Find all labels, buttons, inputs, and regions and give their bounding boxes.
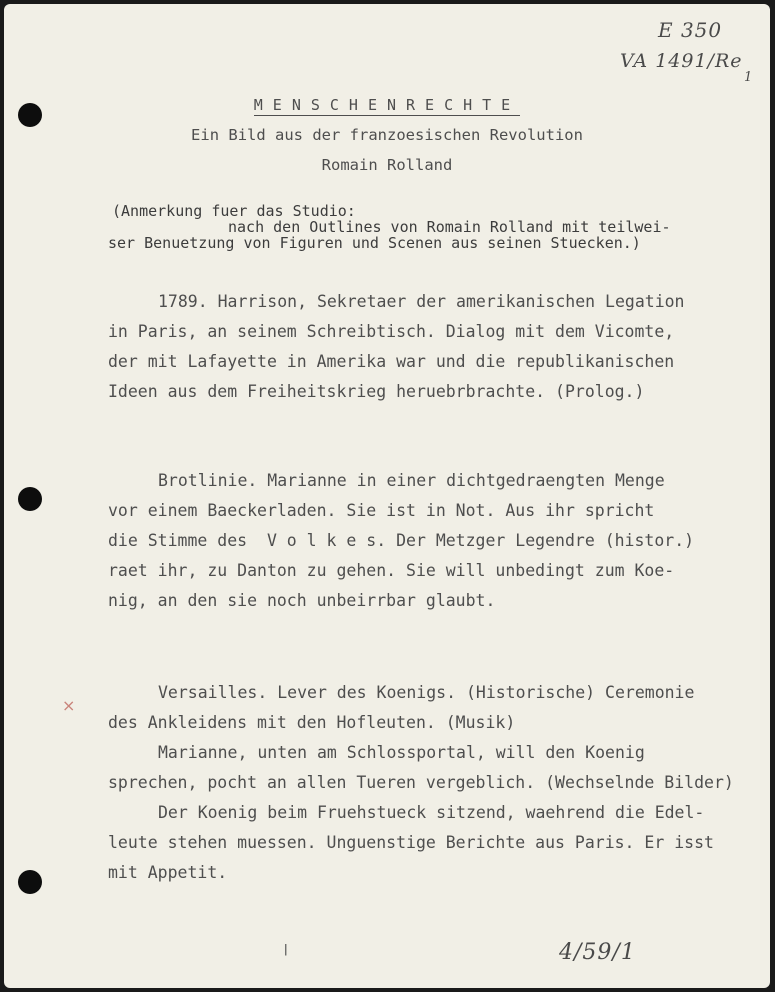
paragraph-line: der mit Lafayette in Amerika war und die republikanischen [108, 352, 675, 371]
typewritten-page [4, 4, 770, 988]
author: Romain Rolland [321, 156, 453, 174]
paragraph-line: Versailles. Lever des Koenigs. (Historische) Ceremonie [158, 683, 695, 702]
paragraph-line: Marianne, unten am Schlossportal, will den Koenig [158, 743, 645, 762]
paragraph-line: Brotlinie. Marianne in einer dichtgedraengten Menge [158, 471, 665, 490]
paragraph-line: des Ankleidens mit den Hofleuten. (Musik) [108, 713, 516, 732]
red-cross-mark: × [62, 696, 76, 715]
paragraph-line: raet ihr, zu Danton zu gehen. Sie will unbedingt zum Koe- [108, 561, 675, 580]
paragraph-line: in Paris, an seinem Schreibtisch. Dialog mit dem Vicomte, [108, 322, 675, 341]
archive-mark-e350: E 350 [658, 18, 723, 42]
archive-mark-sub: 1 [744, 70, 754, 85]
pencil-tick-mark: ǀ [284, 942, 288, 956]
punch-hole-bottom [18, 870, 42, 894]
page-title: MENSCHENRECHTE [253, 96, 521, 114]
punch-hole-middle [18, 487, 42, 511]
paragraph-line: sprechen, pocht an allen Tueren vergeblich. (Wechselnde Bilder) [108, 773, 734, 792]
paragraph-line: Ideen aus dem Freiheitskrieg heruebrbrachte. (Prolog.) [108, 382, 645, 401]
note-line-3: ser Benuetzung von Figuren und Scenen aus seinen Stuecken.) [108, 234, 641, 252]
paragraph-line: leute stehen muessen. Unguenstige Berichte aus Paris. Er isst [108, 833, 714, 852]
paragraph-line: die Stimme des V o l k e s. Der Metzger Legendre (histor.) [108, 531, 695, 550]
paragraph-line: Der Koenig beim Fruehstueck sitzend, waehrend die Edel- [158, 803, 705, 822]
paragraph-line: mit Appetit. [108, 863, 228, 882]
paragraph-line: vor einem Baeckerladen. Sie ist in Not. Aus ihr spricht [108, 501, 655, 520]
paragraph-line: 1789. Harrison, Sekretaer der amerikanischen Legation [158, 292, 685, 311]
note-line-1: (Anmerkung fuer das Studio: [112, 202, 356, 220]
page-number-stamp: 4/59/1 [559, 940, 636, 965]
subtitle: Ein Bild aus der franzoesischen Revolution [191, 126, 583, 144]
archive-mark-signature: VA 1491/Re [620, 50, 743, 72]
paragraph-line: nig, an den sie noch unbeirrbar glaubt. [108, 591, 496, 610]
note-line-2: nach den Outlines von Romain Rolland mit teilwei- [228, 218, 671, 236]
